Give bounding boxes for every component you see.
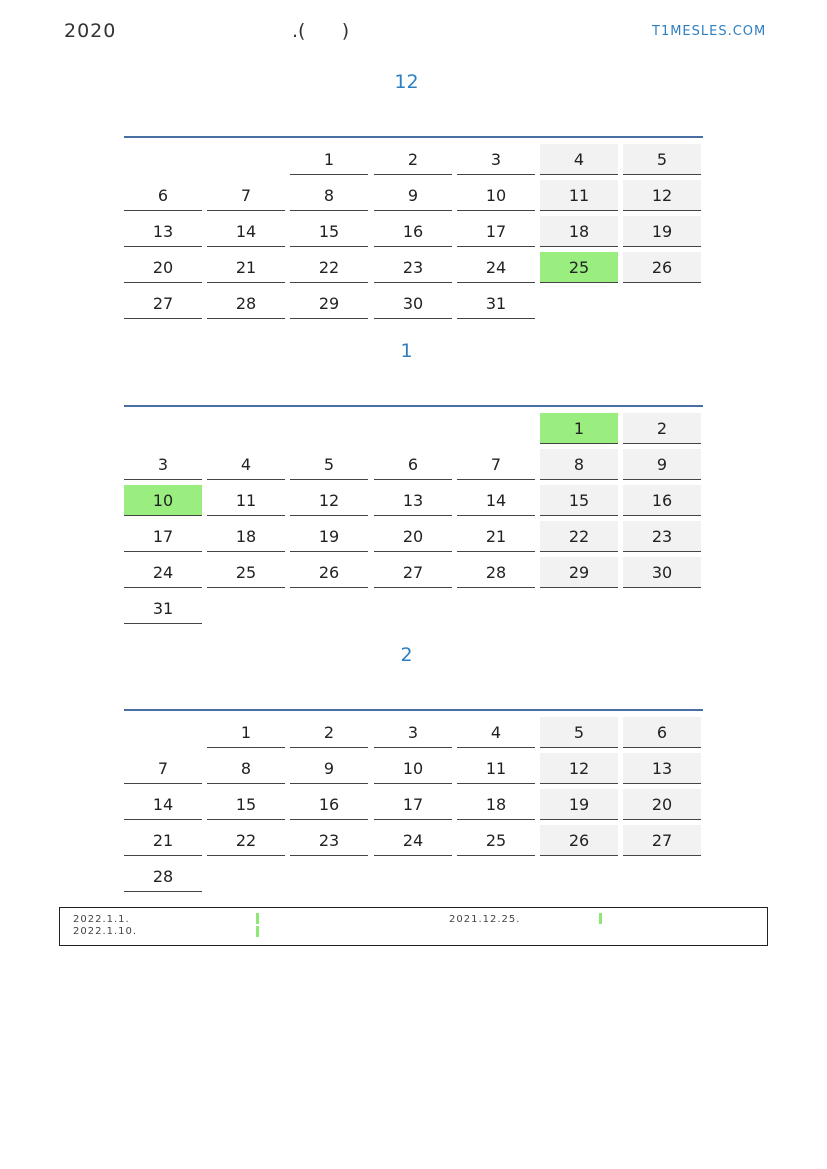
day-cell: 7	[207, 180, 285, 211]
day-cell: 21	[207, 252, 285, 283]
week-row	[124, 521, 703, 552]
week-row	[124, 216, 703, 247]
day-cell: 23	[623, 521, 701, 552]
day-cell: 23	[374, 252, 452, 283]
day-cell: 24	[457, 252, 535, 283]
day-cell: 16	[623, 485, 701, 516]
day-cell: 22	[207, 825, 285, 856]
day-cell: 15	[540, 485, 618, 516]
day-cell: 6	[623, 717, 701, 748]
day-cell: 16	[290, 789, 368, 820]
day-cell: 29	[290, 288, 368, 319]
day-cell: 9	[374, 180, 452, 211]
day-cell: 11	[540, 180, 618, 211]
day-cell: 27	[374, 557, 452, 588]
day-cell: 26	[540, 825, 618, 856]
day-cell: 2	[290, 717, 368, 748]
month-grid	[124, 405, 703, 629]
week-row	[124, 144, 703, 175]
holiday-day-cell: 1	[540, 413, 618, 444]
month-grid	[124, 709, 703, 897]
day-cell: 26	[623, 252, 701, 283]
day-cell: 13	[374, 485, 452, 516]
legend-item-christmas: 2021.12.25.	[449, 914, 521, 925]
day-cell: 14	[124, 789, 202, 820]
day-cell: 25	[207, 557, 285, 588]
holiday-marker-icon	[256, 913, 259, 924]
day-cell: 28	[207, 288, 285, 319]
day-cell: 21	[124, 825, 202, 856]
day-cell: 3	[374, 717, 452, 748]
day-cell: 20	[124, 252, 202, 283]
day-cell: 5	[540, 717, 618, 748]
day-cell: 18	[207, 521, 285, 552]
day-cell: 5	[623, 144, 701, 175]
day-cell: 17	[124, 521, 202, 552]
day-cell: 18	[457, 789, 535, 820]
month-title: 1	[400, 340, 413, 362]
month-title: 12	[394, 71, 419, 93]
day-cell: 19	[290, 521, 368, 552]
day-cell: 6	[124, 180, 202, 211]
day-cell: 14	[457, 485, 535, 516]
day-cell: 20	[374, 521, 452, 552]
day-cell: 8	[290, 180, 368, 211]
week-row	[124, 753, 703, 784]
day-cell: 3	[124, 449, 202, 480]
holiday-day-cell: 10	[124, 485, 202, 516]
day-cell: 31	[124, 593, 202, 624]
week-row	[124, 180, 703, 211]
day-cell: 10	[457, 180, 535, 211]
day-cell: 28	[124, 861, 202, 892]
holiday-day-cell: 25	[540, 252, 618, 283]
day-cell: 12	[623, 180, 701, 211]
day-cell: 6	[374, 449, 452, 480]
day-cell: 11	[457, 753, 535, 784]
day-cell: 12	[540, 753, 618, 784]
day-cell: 11	[207, 485, 285, 516]
day-cell: 4	[540, 144, 618, 175]
month-grid	[124, 136, 703, 324]
day-cell: 1	[290, 144, 368, 175]
day-cell: 13	[124, 216, 202, 247]
day-cell: 10	[374, 753, 452, 784]
legend-box	[59, 907, 768, 946]
day-cell: 16	[374, 216, 452, 247]
day-cell: 14	[207, 216, 285, 247]
day-cell: 17	[457, 216, 535, 247]
day-cell: 2	[374, 144, 452, 175]
day-cell: 3	[457, 144, 535, 175]
week-row	[124, 252, 703, 283]
day-cell: 9	[623, 449, 701, 480]
day-cell: 21	[457, 521, 535, 552]
day-cell: 26	[290, 557, 368, 588]
day-cell: 20	[623, 789, 701, 820]
day-cell: 15	[207, 789, 285, 820]
week-row	[124, 449, 703, 480]
day-cell: 7	[124, 753, 202, 784]
site-brand-link[interactable]: T1MESLES.COM	[652, 24, 767, 39]
holiday-marker-icon	[256, 926, 259, 937]
week-row	[124, 413, 703, 444]
day-cell: 17	[374, 789, 452, 820]
day-cell: 19	[623, 216, 701, 247]
week-row	[124, 593, 703, 624]
week-row	[124, 717, 703, 748]
day-cell: 22	[290, 252, 368, 283]
week-row	[124, 557, 703, 588]
week-row	[124, 789, 703, 820]
legend-item-new-year: 2022.1.1.	[73, 914, 130, 925]
month-title: 2	[400, 644, 413, 666]
week-row	[124, 485, 703, 516]
day-cell: 27	[124, 288, 202, 319]
day-cell: 4	[457, 717, 535, 748]
legend-item-jan10: 2022.1.10.	[73, 926, 138, 937]
week-row	[124, 825, 703, 856]
day-cell: 4	[207, 449, 285, 480]
day-cell: 1	[207, 717, 285, 748]
week-row	[124, 861, 703, 892]
page-subtitle: .( )	[292, 20, 350, 42]
day-cell: 15	[290, 216, 368, 247]
day-cell: 24	[374, 825, 452, 856]
page-title: 2020	[64, 20, 117, 42]
day-cell: 8	[540, 449, 618, 480]
day-cell: 8	[207, 753, 285, 784]
day-cell: 9	[290, 753, 368, 784]
day-cell: 28	[457, 557, 535, 588]
day-cell: 7	[457, 449, 535, 480]
day-cell: 30	[374, 288, 452, 319]
day-cell: 31	[457, 288, 535, 319]
day-cell: 2	[623, 413, 701, 444]
day-cell: 27	[623, 825, 701, 856]
day-cell: 22	[540, 521, 618, 552]
day-cell: 23	[290, 825, 368, 856]
day-cell: 29	[540, 557, 618, 588]
day-cell: 18	[540, 216, 618, 247]
day-cell: 5	[290, 449, 368, 480]
day-cell: 24	[124, 557, 202, 588]
holiday-marker-icon	[599, 913, 602, 924]
day-cell: 12	[290, 485, 368, 516]
day-cell: 30	[623, 557, 701, 588]
week-row	[124, 288, 703, 319]
day-cell: 25	[457, 825, 535, 856]
day-cell: 19	[540, 789, 618, 820]
day-cell: 13	[623, 753, 701, 784]
